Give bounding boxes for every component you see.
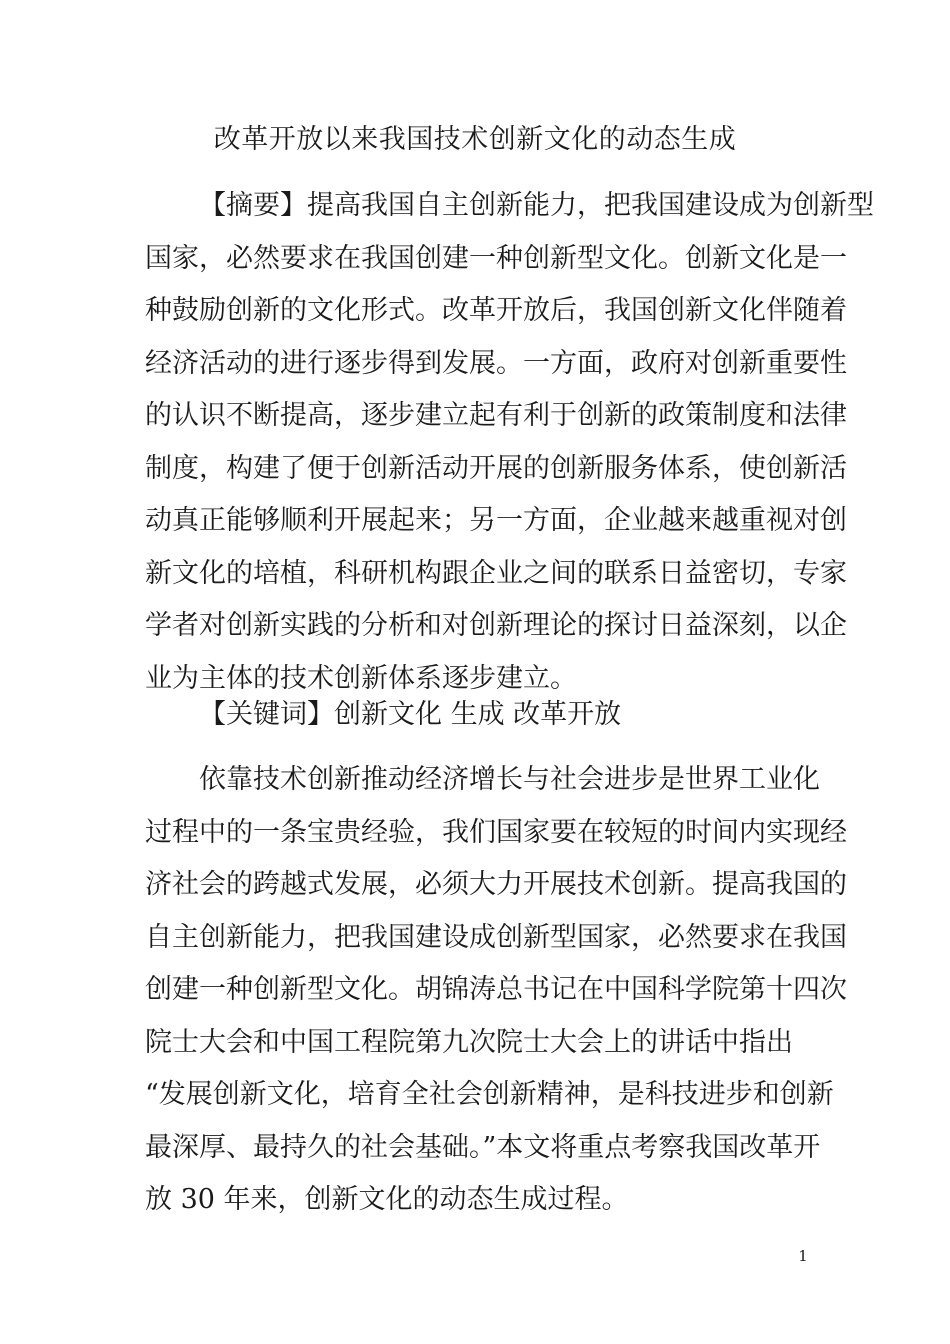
abstract-line: 制度，构建了便于创新活动开展的创新服务体系，使创新活	[145, 452, 847, 484]
abstract-line: 动真正能够顺利开展起来；另一方面，企业越来越重视对创	[145, 505, 847, 536]
abstract-line: 种鼓励创新的文化形式。改革开放后，我国创新文化伴随着	[145, 295, 847, 326]
abstract-line: 业为主体的技术创新体系逐步建立。	[145, 662, 577, 694]
abstract-line: 国家，必然要求在我国创建一种创新型文化。创新文化是一	[145, 242, 847, 274]
body-line: “发展创新文化，培育全社会创新精神，是科技进步和创新	[145, 1079, 834, 1110]
abstract-line: 的认识不断提高，逐步建立起有利于创新的政策制度和法律	[145, 400, 847, 431]
keywords-paragraph	[145, 689, 807, 742]
body-line: 最深厚、最持久的社会基础。”本文将重点考察我国改革开	[145, 1131, 821, 1163]
abstract-line: 新文化的培植，科研机构跟企业之间的联系日益密切，专家	[145, 557, 847, 589]
body-line: 放 30 年来，创新文化的动态生成过程。	[145, 1184, 629, 1215]
keywords-line: 【关键词】创新文化 生成 改革开放	[199, 699, 622, 730]
document-title: 改革开放以来我国技术创新文化的动态生成	[213, 124, 737, 155]
body-line: 院士大会和中国工程院第九次院士大会上的讲话中指出	[145, 1026, 793, 1058]
body-line: 创建一种创新型文化。胡锦涛总书记在中国科学院第十四次	[145, 974, 847, 1005]
abstract-paragraph	[145, 180, 874, 705]
abstract-line: 学者对创新实践的分析和对创新理论的探讨日益深刻，以企	[145, 610, 847, 641]
abstract-line: 【摘要】提高我国自主创新能力，把我国建设成为创新型	[199, 190, 874, 221]
body-line: 依靠技术创新推动经济增长与社会进步是世界工业化	[199, 764, 820, 795]
body-line: 过程中的一条宝贵经验，我们国家要在较短的时间内实现经	[145, 816, 847, 848]
page-number: 1	[798, 1247, 808, 1265]
body-paragraph	[145, 754, 847, 1227]
body-line: 自主创新能力，把我国建设成创新型国家，必然要求在我国	[145, 921, 847, 953]
body-line: 济社会的跨越式发展，必须大力开展技术创新。提高我国的	[145, 869, 847, 900]
abstract-line: 经济活动的进行逐步得到发展。一方面，政府对创新重要性	[145, 347, 847, 379]
